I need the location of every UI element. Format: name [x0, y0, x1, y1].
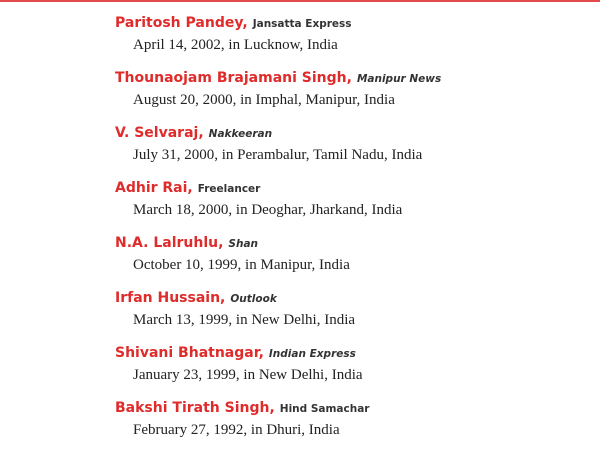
journalist-name: Thounaojam Brajamani Singh,	[115, 70, 352, 86]
journalist-name: Adhir Rai,	[115, 180, 193, 196]
death-details: August 20, 2000, in Imphal, Manipur, India	[133, 92, 395, 108]
entry-heading	[115, 285, 595, 310]
entry-heading	[115, 340, 595, 365]
entry-heading	[115, 175, 595, 200]
death-details: March 13, 1999, in New Delhi, India	[133, 312, 356, 328]
list-item	[115, 285, 595, 340]
journalist-name: V. Selvaraj,	[115, 125, 204, 141]
list-item	[115, 395, 595, 450]
list-item	[115, 340, 595, 395]
entry-heading	[115, 120, 595, 145]
list-item	[115, 230, 595, 285]
publication-name: Jansatta Express	[252, 18, 352, 30]
list-item	[115, 10, 595, 65]
publication-name: Outlook	[230, 293, 277, 305]
death-details: July 31, 2000, in Perambalur, Tamil Nadu, India	[133, 147, 423, 163]
list-item	[115, 65, 595, 120]
journalist-name: Bakshi Tirath Singh,	[115, 400, 275, 416]
list-item	[115, 120, 595, 175]
publication-name: Shan	[228, 238, 259, 250]
publication-name: Freelancer	[197, 183, 261, 195]
publication-name: Nakkeeran	[208, 128, 273, 140]
journalist-name: N.A. Lalruhlu,	[115, 235, 224, 251]
journalist-name: Shivani Bhatnagar,	[115, 345, 264, 361]
entry-heading	[115, 65, 595, 90]
death-details: January 23, 1999, in New Delhi, India	[133, 367, 363, 383]
journalist-list	[115, 10, 595, 450]
entry-heading	[115, 395, 595, 420]
death-details: March 18, 2000, in Deoghar, Jharkand, India	[133, 202, 403, 218]
death-details: April 14, 2002, in Lucknow, India	[133, 37, 338, 53]
death-details: October 10, 1999, in Manipur, India	[133, 257, 350, 273]
list-item	[115, 175, 595, 230]
journalist-name: Irfan Hussain,	[115, 290, 226, 306]
death-details: February 27, 1992, in Dhuri, India	[133, 422, 340, 438]
journalist-name: Paritosh Pandey,	[115, 15, 248, 31]
publication-name: Hind Samachar	[279, 403, 370, 415]
entry-heading	[115, 230, 595, 255]
top-divider	[0, 0, 600, 2]
publication-name: Manipur News	[356, 73, 442, 85]
publication-name: Indian Express	[268, 348, 356, 360]
entry-heading	[115, 10, 595, 35]
